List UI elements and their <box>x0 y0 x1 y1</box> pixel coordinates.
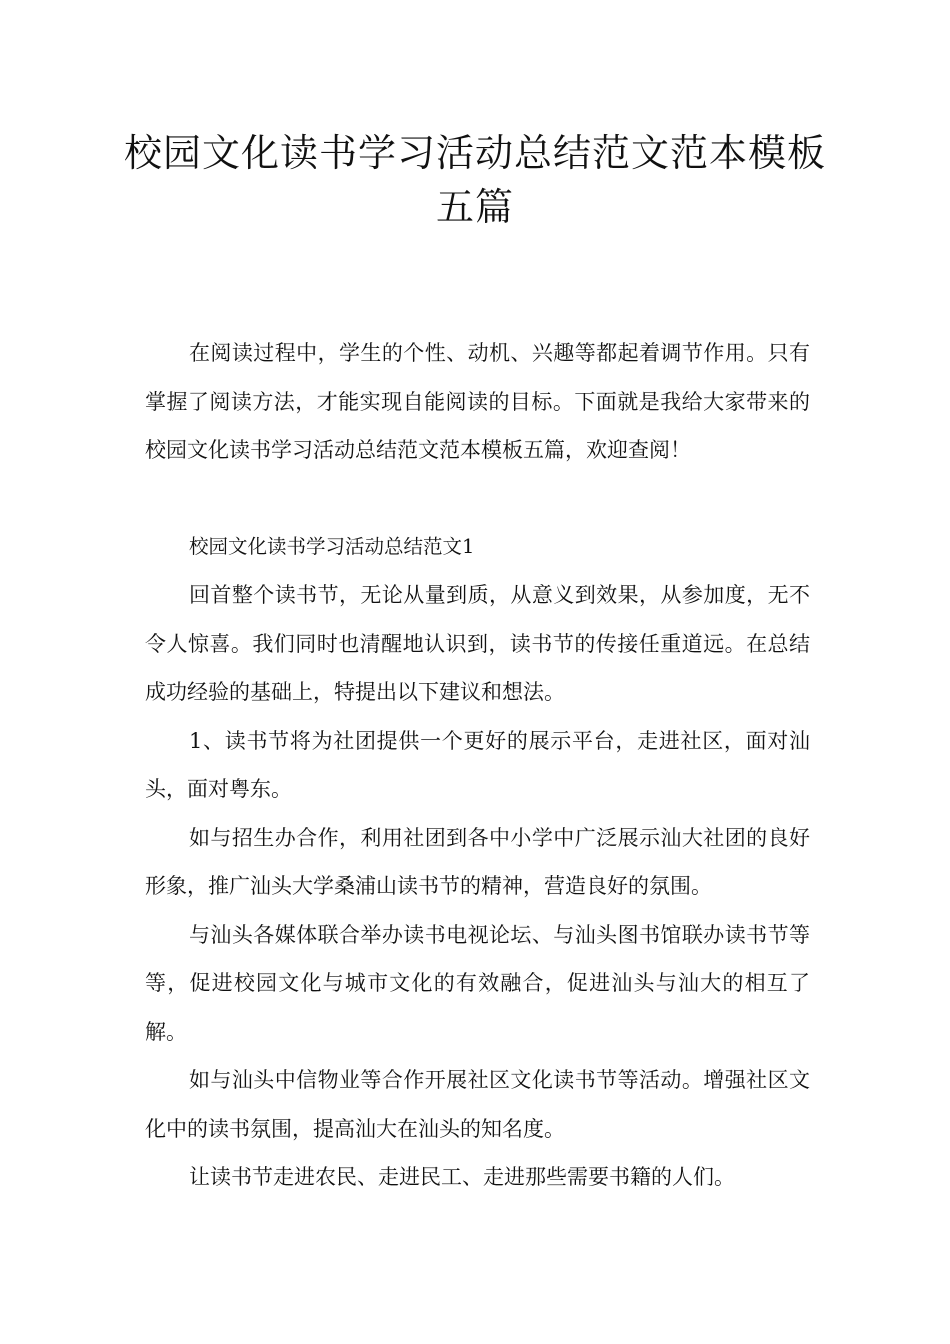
document-body <box>145 329 810 1202</box>
section-spacer <box>145 475 810 523</box>
body-paragraph: 如与汕头中信物业等合作开展社区文化读书节等活动。增强社区文化中的读书氛围，提高汕大在汕头的知名度。 <box>145 1068 810 1141</box>
body-paragraph: 如与招生办合作，利用社团到各中小学中广泛展示汕大社团的良好形象，推广汕头大学桑浦山读书节的精神，营造良好的氛围。 <box>145 825 810 898</box>
section-heading: 校园文化读书学习活动总结范文1 <box>189 534 475 558</box>
body-paragraph: 回首整个读书节，无论从量到质，从意义到效果，从参加度，无不令人惊喜。我们同时也清醒地认识到，读书节的传接任重道远。在总结成功经验的基础上，特提出以下建议和想法。 <box>145 583 810 704</box>
body-paragraph: 让读书节走进农民、走进民工、走进那些需要书籍的人们。 <box>189 1165 735 1189</box>
intro-paragraph: 在阅读过程中，学生的个性、动机、兴趣等都起着调节作用。只有掌握了阅读方法，才能实现自能阅读的目标。下面就是我给大家带来的校园文化读书学习活动总结范文范本模板五篇，欢迎查阅！ <box>145 341 810 462</box>
body-paragraph: 1、读书节将为社团提供一个更好的展示平台，走进社区，面对汕头，面对粤东。 <box>145 728 810 801</box>
body-paragraph: 与汕头各媒体联合举办读书电视论坛、与汕头图书馆联办读书节等等，促进校园文化与城市文化的有效融合，促进汕头与汕大的相互了解。 <box>145 922 810 1044</box>
document-title: 校园文化读书学习活动总结范文范本模板五篇 <box>123 131 826 229</box>
